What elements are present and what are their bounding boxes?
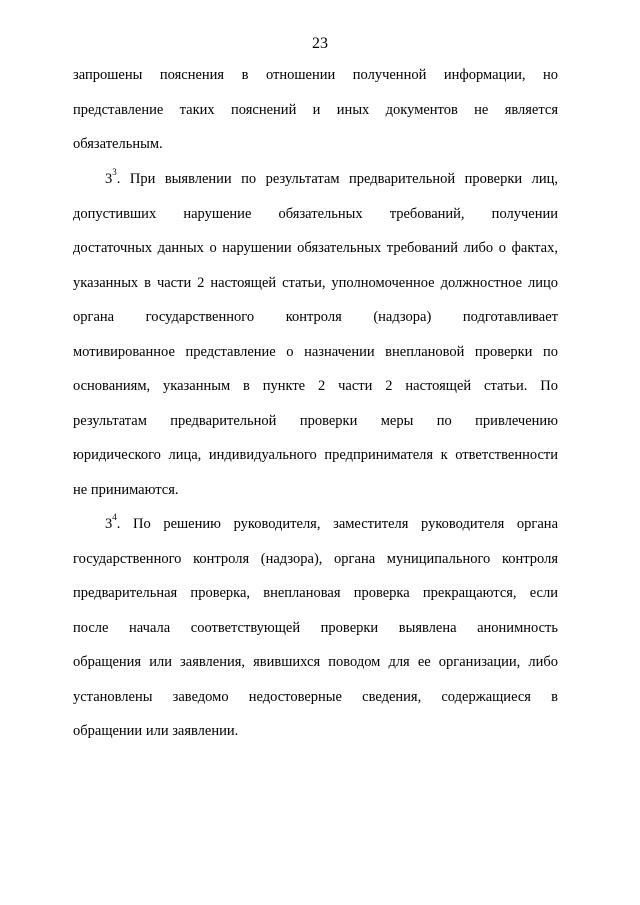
text-line: основаниям, указанным в пункте 2 части 2 настоящей статьи. По bbox=[73, 378, 558, 394]
paragraph-continuation bbox=[73, 58, 558, 162]
text-line: запрошены пояснения в отношении полученной информации, но bbox=[73, 67, 558, 83]
text-line: предварительная проверка, внеплановая проверка прекращаются, если bbox=[73, 585, 558, 601]
text-line: юридического лица, индивидуального предпринимателя к ответственности bbox=[73, 447, 558, 463]
paragraph-3-4 bbox=[73, 507, 558, 749]
text-line: органа государственного контроля (надзора) подготавливает bbox=[73, 309, 558, 325]
text-line: установлены заведомо недостоверные сведения, содержащиеся в bbox=[73, 688, 558, 705]
paragraph-marker: $3^4$. bbox=[105, 512, 121, 532]
text-line: результатам предварительной проверки меры по привлечению bbox=[73, 412, 558, 429]
text-line: обращения или заявления, явившихся поводом для ее организации, либо bbox=[73, 654, 558, 670]
paragraph-marker: $3^3$. bbox=[105, 167, 121, 187]
text-line: мотивированное представление о назначении внеплановой проверки по bbox=[73, 343, 558, 360]
text-line: достаточных данных о нарушении обязательных требований либо о фактах, bbox=[73, 240, 558, 256]
text-line: не принимаются. bbox=[73, 481, 179, 498]
text-line: государственного контроля (надзора), органа муниципального контроля bbox=[73, 550, 558, 567]
text-line: $3^3$. При выявлении по результатам предварительной проверки лиц, bbox=[105, 167, 559, 187]
text-line: указанных в части 2 настоящей статьи, уполномоченное должностное лицо bbox=[73, 274, 558, 291]
paragraph-3-3 bbox=[73, 162, 558, 507]
text-line: $3^4$. По решению руководителя, заместителя руководителя органа bbox=[105, 512, 559, 532]
text-line: обращении или заявлении. bbox=[73, 723, 239, 739]
text-line: после начала соответствующей проверки выявлена анонимность bbox=[73, 619, 558, 636]
text-line: обязательным. bbox=[73, 136, 163, 152]
text-line: допустивших нарушение обязательных требований, получении bbox=[73, 205, 558, 222]
text-line: представление таких пояснений и иных документов не является bbox=[73, 101, 558, 118]
page-number: 23 bbox=[312, 35, 328, 52]
